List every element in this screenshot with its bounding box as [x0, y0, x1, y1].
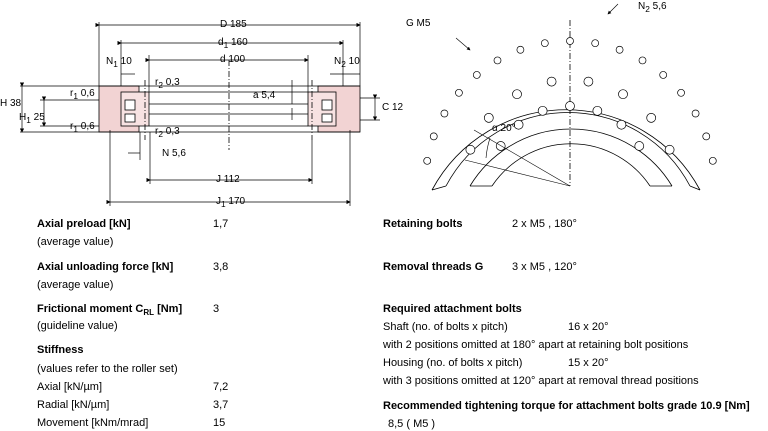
label-r2-bot	[155, 125, 180, 141]
outer-bolt-hole	[541, 40, 548, 47]
inner-bolt-hole	[617, 120, 626, 129]
label-N2-top-sub: 2	[645, 4, 650, 14]
label-J: J 112	[216, 174, 240, 185]
outer-bolt-hole	[494, 57, 501, 64]
label-alpha: α 20°	[492, 123, 516, 134]
label-d1	[218, 36, 248, 52]
label-r2-bot-main: r	[155, 126, 159, 137]
right-roller-lower	[322, 114, 332, 122]
housing-bolts-note: with 3 positions omitted at 120° apart at removal thread positions	[383, 375, 699, 387]
label-N2-main: N	[334, 56, 342, 67]
outer-ring-inner-arc	[446, 112, 690, 186]
label-C: C 12	[382, 102, 404, 113]
outer-bolt-hole	[430, 133, 437, 140]
frictional-label-post: [Nm]	[154, 303, 183, 315]
outer-bolt-hole	[616, 46, 623, 53]
movement-stiffness-label: Movement [kNm/mrad]	[37, 417, 149, 429]
frictional-label-pre: Frictional moment C	[37, 303, 144, 315]
axial-unloading-label: Axial unloading force [kN]	[37, 261, 174, 273]
label-d1-sub: 1	[223, 40, 229, 50]
outer-bolt-hole	[567, 38, 574, 45]
left-roller	[125, 100, 135, 110]
label-r1-bot	[70, 120, 95, 136]
label-r2-bot-val: 0,3	[165, 126, 180, 137]
outer-bolt-hole	[441, 110, 448, 117]
label-D: D 185	[220, 19, 247, 30]
outer-bolt-hole	[592, 40, 599, 47]
housing-bolts-label: Housing (no. of bolts x pitch)	[383, 357, 523, 369]
inner-bolt-hole	[484, 113, 493, 122]
label-r2-top-main: r	[155, 77, 159, 88]
label-J1-main: J	[216, 196, 221, 207]
label-H1-main: H	[19, 112, 27, 123]
label-r1-bot-sub: 1	[73, 124, 78, 134]
shaft-bolts-value: 16 x 20°	[568, 321, 609, 333]
label-N2-top-main: N	[638, 1, 646, 12]
axial-preload-value: 1,7	[213, 218, 229, 230]
angle-indicator	[456, 4, 618, 186]
frictional-moment-note: (guideline value)	[37, 320, 118, 332]
label-N1	[106, 55, 132, 71]
label-N1-sub: 1	[113, 59, 118, 69]
label-N2-top-val: 5,6	[652, 1, 667, 12]
frictional-label-sub: RL	[143, 308, 155, 318]
inner-bolt-hole	[566, 102, 575, 111]
inner-bolt-hole	[538, 106, 547, 115]
axial-stiffness-value: 7,2	[213, 381, 229, 393]
axial-preload-note: (average value)	[37, 236, 114, 248]
axial-stiffness-label: Axial [kN/µm]	[37, 381, 103, 393]
label-a: a 5,4	[253, 90, 276, 101]
removal-threads-label: Removal threads G	[383, 261, 484, 273]
label-r2-top-val: 0,3	[165, 77, 180, 88]
frictional-moment-value: 3	[213, 303, 220, 315]
outer-bolt-hole	[473, 71, 480, 78]
retaining-bolts-label: Retaining bolts	[383, 218, 463, 230]
label-N1-val: 10	[120, 56, 132, 67]
outer-bolt-hole	[678, 89, 685, 96]
outer-bolt-hole	[424, 157, 431, 164]
label-N2	[334, 55, 360, 71]
inner-ring-arc	[470, 129, 672, 186]
inner-ring-bore-arc	[492, 144, 650, 186]
label-J1-val: 170	[228, 196, 246, 207]
label-N2-top	[638, 0, 667, 16]
inner-bolt-hole	[584, 77, 593, 86]
right-roller	[322, 100, 332, 110]
frictional-moment-label	[37, 303, 182, 319]
inner-bolt-hole	[665, 145, 674, 154]
axial-unloading-note: (average value)	[37, 279, 114, 291]
removal-threads-value: 3 x M5 , 120°	[512, 261, 577, 273]
axial-unloading-value: 3,8	[213, 261, 229, 273]
label-H: H 38	[0, 98, 22, 109]
outer-bolt-hole	[709, 157, 716, 164]
label-J1	[216, 195, 245, 211]
inner-bolt-hole	[635, 142, 644, 151]
label-r1-top-sub: 1	[73, 91, 78, 101]
label-N: N 5,6	[162, 148, 186, 159]
inner-bolt-hole	[619, 90, 628, 99]
label-H1-sub: 1	[26, 115, 31, 125]
radial-stiffness-value: 3,7	[213, 399, 229, 411]
label-H1	[19, 111, 45, 127]
label-r1-bot-val: 0,6	[80, 121, 95, 132]
label-r1-top-val: 0,6	[80, 88, 95, 99]
outer-bolt-hole	[703, 133, 710, 140]
outer-bolt-hole	[639, 57, 646, 64]
label-r2-top	[155, 76, 180, 92]
torque-label: Recommended tightening torque for attachment bolts grade 10.9 [Nm]	[383, 400, 750, 412]
shaft-bolts-note: with 2 positions omitted at 180° apart at retaining bolt positions	[383, 339, 689, 351]
outer-bolt-hole	[692, 110, 699, 117]
radial-stiffness-label: Radial [kN/µm]	[37, 399, 110, 411]
label-r2-top-sub: 2	[158, 80, 163, 90]
label-d1-main: d	[218, 37, 224, 48]
inner-bolt-hole	[647, 113, 656, 122]
stiffness-label: Stiffness	[37, 344, 84, 356]
label-N2-sub: 2	[341, 59, 346, 69]
torque-value: 8,5 ( M5 )	[388, 418, 436, 430]
label-r2-bot-sub: 2	[158, 129, 163, 139]
label-N1-main: N	[106, 56, 114, 67]
label-r1-bot-main: r	[70, 121, 74, 132]
inner-bolt-hole	[547, 77, 556, 86]
label-d: d 100	[220, 54, 246, 65]
axial-preload-label: Axial preload [kN]	[37, 218, 131, 230]
cross-section-view	[99, 60, 360, 150]
label-d1-val: 160	[230, 37, 248, 48]
label-r1-top	[70, 87, 95, 103]
label-J1-sub: 1	[221, 199, 226, 209]
outer-bolt-hole	[517, 46, 524, 53]
retaining-bolts-value: 2 x M5 , 180°	[512, 218, 577, 230]
label-r1-top-main: r	[70, 88, 74, 99]
shaft-bolts-label: Shaft (no. of bolts x pitch)	[383, 321, 508, 333]
label-H1-val: 25	[33, 112, 45, 123]
stiffness-note: (values refer to the roller set)	[37, 363, 178, 375]
label-N2-val: 10	[348, 56, 360, 67]
inner-bolt-hole	[513, 90, 522, 99]
inner-bolt-hole	[593, 106, 602, 115]
inner-bolt-hole	[496, 142, 505, 151]
outer-bolt-hole	[455, 89, 462, 96]
outer-bolt-hole	[660, 71, 667, 78]
left-roller-lower	[125, 114, 135, 122]
inner-bolt-hole	[466, 145, 475, 154]
movement-stiffness-value: 15	[213, 417, 226, 429]
housing-bolts-value: 15 x 20°	[568, 357, 609, 369]
required-bolts-label: Required attachment bolts	[383, 303, 522, 315]
label-GM5: G M5	[406, 18, 431, 29]
